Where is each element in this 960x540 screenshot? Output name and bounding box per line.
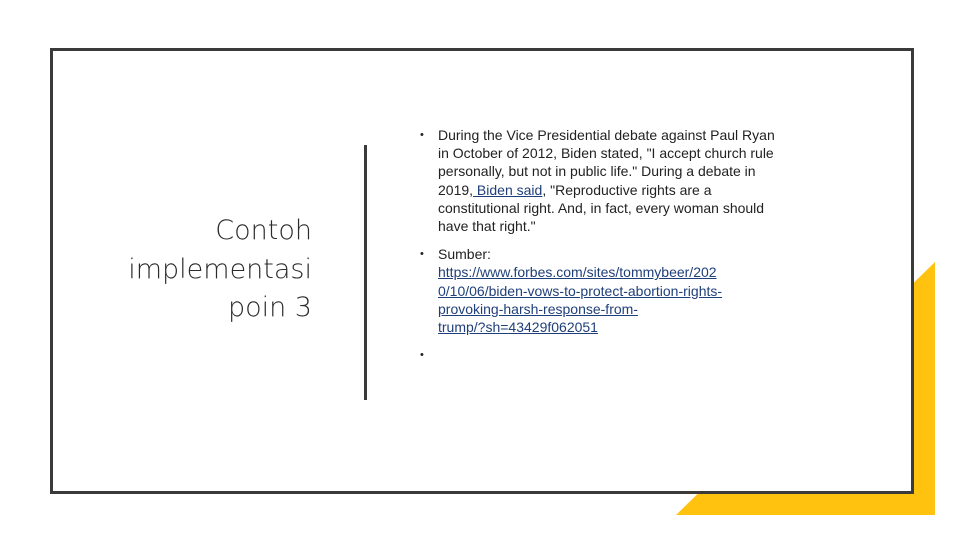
source-url-line-1: https://www.forbes.com/sites/tommybeer/202 xyxy=(438,264,717,281)
bullet-marker-icon: • xyxy=(420,349,424,362)
bullet-text-pre: During the Vice Presidential debate against Paul Ryan in October of 2012, Biden stated, "I accept church rule personally, but not in public life." During a debate in 2019, xyxy=(438,127,775,198)
bullet-item-source xyxy=(418,245,780,336)
bullet-marker-icon: • xyxy=(420,248,424,261)
bullet-list xyxy=(418,126,780,362)
bullet-marker-icon: • xyxy=(420,129,424,141)
title-line-2: implementasi xyxy=(128,253,312,285)
source-url-line-4: trump/?sh=43429f062051 xyxy=(438,319,598,336)
source-url-link[interactable] xyxy=(438,263,780,336)
title-line-1: Contoh xyxy=(215,215,312,246)
title-line-3: poin 3 xyxy=(227,292,312,323)
biden-said-link[interactable]: Biden said xyxy=(473,181,543,198)
slide-title xyxy=(90,212,312,328)
bullet-text-post: , "Reproductive rights are a constitutional right. And, in fact, every woman should have that right." xyxy=(438,181,765,235)
source-url-line-3: provoking-harsh-response-from- xyxy=(438,300,638,317)
bullet-item-debate-quote xyxy=(418,126,780,235)
source-label: Sumber: xyxy=(438,246,491,263)
vertical-divider xyxy=(364,145,367,400)
source-url-line-2: 0/10/06/biden-vows-to-protect-abortion-rights- xyxy=(438,282,723,299)
